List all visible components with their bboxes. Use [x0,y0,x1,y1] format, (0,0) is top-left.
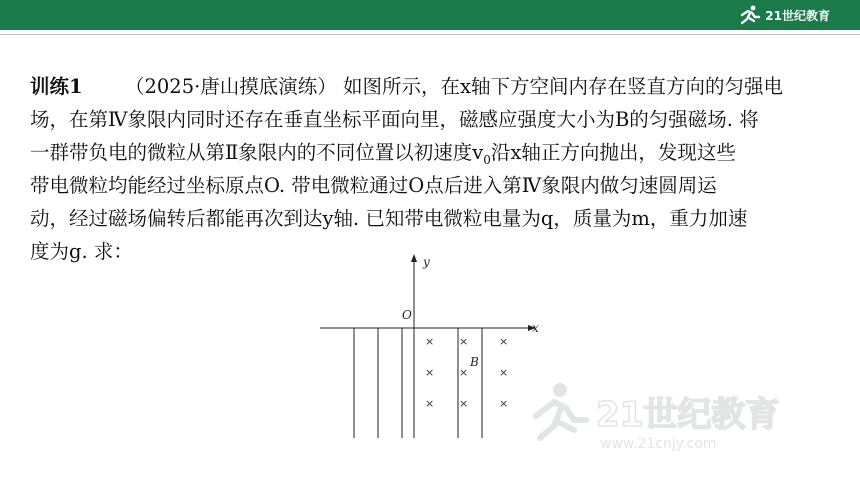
problem-text-segment: 一群带负电的微粒从第Ⅱ象限内的不同位置以初速度v [30,141,484,164]
magnetic-cross: × [459,335,469,348]
problem-title: 训练1 [30,75,83,98]
problem-line-1 [30,70,830,103]
velocity-subscript: 0 [483,152,491,167]
field-diagram [316,248,552,444]
problem-line-5: 动，经过磁场偏转后都能再次到达y轴. 已知带电微粒电量为q，质量为m，重力加速 [30,207,748,230]
watermark-logo [530,376,830,456]
problem-text [30,70,830,268]
magnetic-cross: × [459,397,469,410]
field-label: B [470,355,479,369]
magnetic-cross: × [425,397,435,410]
header-divider [0,34,860,35]
watermark-text: 21世纪教育 [596,395,780,435]
magnetic-cross: × [499,366,509,379]
watermark-runner-icon [553,383,567,397]
watermark-url: www.21cnjy.com [600,436,717,452]
problem-line-3 [30,136,830,169]
runner-logo-icon [739,5,761,25]
y-axis-label: y [423,255,430,269]
magnetic-cross: × [425,335,435,348]
watermark-runner-icon [536,402,586,438]
brand-logo [739,4,830,26]
problem-line-4: 带电微粒均能经过坐标原点O. 带电微粒通过O点后进入第Ⅳ象限内做匀速圆周运 [30,174,717,197]
problem-text-segment: 沿x轴正方向抛出，发现这些 [490,141,736,164]
header-bar [0,0,860,30]
y-axis-arrow [411,254,417,262]
problem-source: （2025·唐山摸底演练） [124,75,337,98]
magnetic-cross: × [425,366,435,379]
magnetic-cross: × [459,366,469,379]
brand-name: 21世纪教育 [765,8,830,23]
magnetic-cross: × [499,397,509,410]
origin-label: O [402,308,412,322]
problem-line-2: 场，在第Ⅳ象限内同时还存在垂直坐标平面向里，磁感应强度大小为B的匀强磁场. 将 [30,108,759,131]
problem-line-6: 度为g. 求： [30,240,133,263]
magnetic-cross: × [499,335,509,348]
problem-text-line: 如图所示，在x轴下方空间内存在竖直方向的匀强电 [343,75,784,98]
x-axis-label: x [532,321,539,335]
